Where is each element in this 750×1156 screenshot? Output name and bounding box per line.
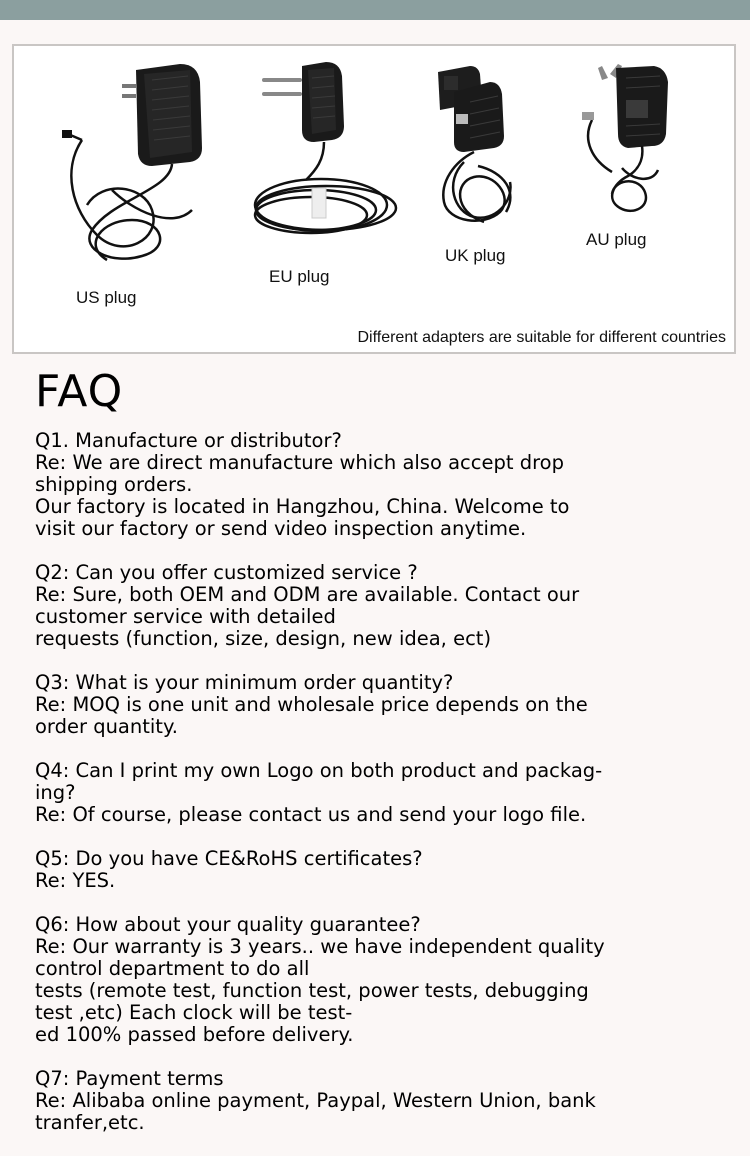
- faq-q3-answer-line: order quantity.: [35, 715, 178, 738]
- faq-title: FAQ: [35, 366, 124, 417]
- au-plug-adapter-image: [562, 60, 682, 220]
- adapter-countries-note: Different adapters are suitable for different countries: [357, 329, 726, 346]
- faq-q7-question: Q7: Payment terms: [35, 1067, 224, 1090]
- us-plug-label: US plug: [76, 288, 137, 307]
- plug-types-panel: [12, 44, 736, 354]
- faq-q4-answer-line: Re: Of course, please contact us and send your logo file.: [35, 803, 587, 826]
- eu-plug-label: EU plug: [269, 267, 330, 286]
- faq-q6-answer-line: ed 100% passed before delivery.: [35, 1023, 354, 1046]
- faq-q7-answer-line: tranfer,etc.: [35, 1111, 145, 1134]
- faq-item-q6: [35, 914, 735, 1046]
- faq-q1-question: Q1. Manufacture or distributor?: [35, 429, 342, 452]
- uk-plug-label: UK plug: [445, 246, 506, 265]
- faq-q6-question: Q6: How about your quality guarantee?: [35, 913, 421, 936]
- faq-q2-answer-line: requests (function, size, design, new idea, ect): [35, 627, 492, 650]
- faq-q5-question: Q5: Do you have CE&RoHS certificates?: [35, 847, 423, 870]
- faq-q2-answer-line: Re: Sure, both OEM and ODM are available. Contact our: [35, 583, 580, 606]
- faq-q6-answer-line: control department to do all: [35, 957, 310, 980]
- top-banner-bar: [0, 0, 750, 20]
- faq-item-q7: [35, 1068, 735, 1134]
- faq-item-q1: [35, 430, 735, 540]
- faq-item-q2: [35, 562, 735, 650]
- faq-q3-question: Q3: What is your minimum order quantity?: [35, 671, 454, 694]
- au-plug-label: AU plug: [586, 230, 647, 249]
- faq-q1-answer-line: Re: We are direct manufacture which also accept drop: [35, 451, 564, 474]
- faq-q5-answer-line: Re: YES.: [35, 869, 116, 892]
- faq-q2-answer-line: customer service with detailed: [35, 605, 336, 628]
- faq-q7-answer-line: Re: Alibaba online payment, Paypal, Western Union, bank: [35, 1089, 596, 1112]
- faq-q1-answer-line: visit our factory or send video inspection anytime.: [35, 517, 527, 540]
- faq-q2-question: Q2: Can you offer customized service ?: [35, 561, 418, 584]
- faq-q1-answer-line: shipping orders.: [35, 473, 193, 496]
- faq-q3-answer-line: Re: MOQ is one unit and wholesale price depends on the: [35, 693, 588, 716]
- uk-plug-adapter-image: [414, 62, 534, 232]
- faq-list: [35, 430, 735, 1156]
- faq-item-q4: [35, 760, 735, 826]
- faq-q6-answer-line: tests (remote test, function test, power tests, debugging: [35, 979, 589, 1002]
- faq-q4-question-cont: ing?: [35, 781, 76, 804]
- us-plug-adapter-image: [52, 60, 222, 270]
- faq-q6-answer-line: test ,etc) Each clock will be test-: [35, 1001, 353, 1024]
- faq-q4-question: Q4: Can I print my own Logo on both product and packag-: [35, 759, 603, 782]
- faq-item-q5: [35, 848, 735, 892]
- eu-plug-adapter-image: [236, 60, 406, 250]
- faq-item-q3: [35, 672, 735, 738]
- faq-q6-answer-line: Re: Our warranty is 3 years.. we have independent quality: [35, 935, 605, 958]
- faq-q1-answer-line: Our factory is located in Hangzhou, China. Welcome to: [35, 495, 570, 518]
